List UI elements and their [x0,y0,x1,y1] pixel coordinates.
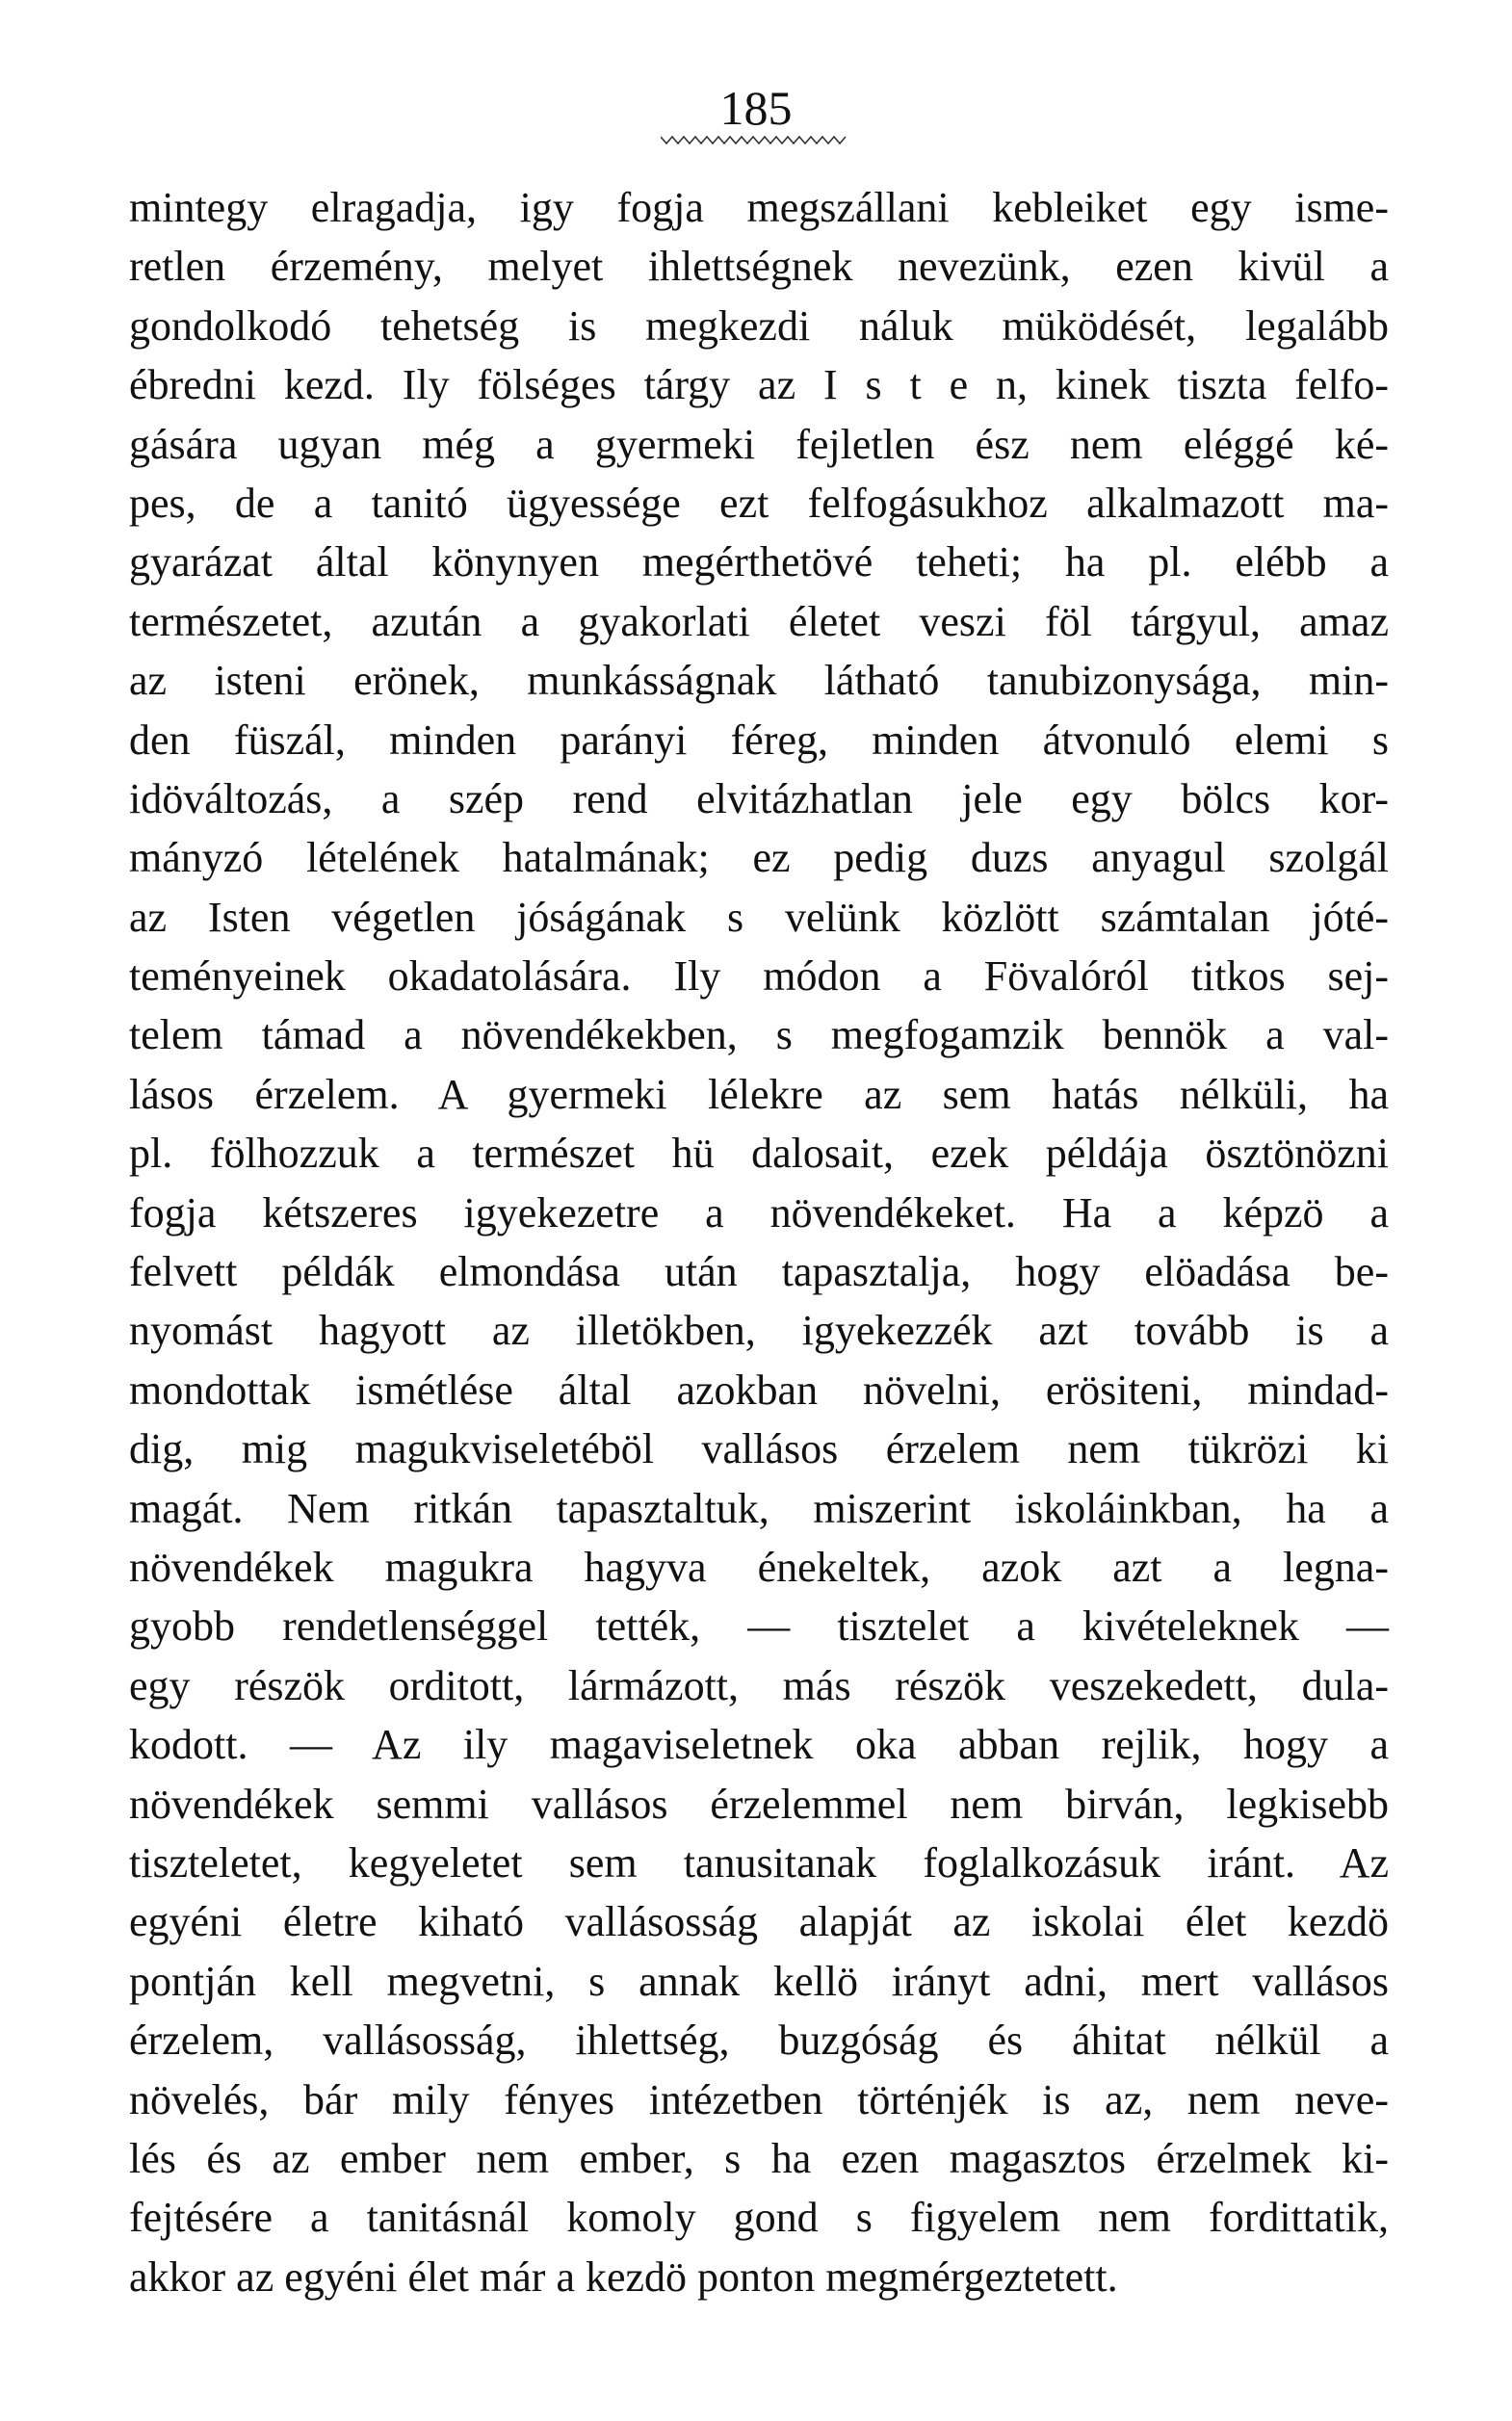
text-line: pes, de a tanitó ügyessége ezt felfogásukhoz alkalmazott ma- [129,479,1389,527]
text-line: fogja kétszeres igyekezetre a növendékeket. Ha a képzö a [129,1188,1389,1237]
text-line: kodott. — Az ily magaviseletnek oka abban rejlik, hogy a [129,1721,1389,1769]
text-line: idöváltozás, a szép rend elvitázhatlan jele egy bölcs kor- [129,774,1389,822]
text-line: retlen érzemény, melyet ihlettségnek nevezünk, ezen kivül a [129,243,1389,291]
text-line: dig, mig magukviseletéböl vallásos érzelem nem tükrözi ki [129,1425,1389,1473]
text-line: teményeinek okadatolására. Ily módon a Fövalóról titkos sej- [129,952,1389,1001]
text-line: felvett példák elmondása után tapasztalja, hogy elöadása be- [129,1248,1389,1296]
text-line: egy részök orditott, lármázott, más részök veszekedett, dula- [129,1661,1389,1709]
text-line: den füszál, minden parányi féreg, minden átvonuló elemi s [129,716,1389,764]
text-line: az Isten végetlen jóságának s velünk közlött számtalan jóté- [129,893,1389,941]
text-line: akkor az egyéni élet már a kezdö ponton megmérgeztetett. [129,2252,1118,2301]
text-line: tiszteletet, kegyeletet sem tanusitanak foglalkozásuk iránt. Az [129,1838,1389,1887]
text-line: egyéni életre kiható vallásosság alapját az iskolai élet kezdö [129,1898,1389,1946]
text-line: lásos érzelem. A gyermeki lélekre az sem hatás nélküli, ha [129,1070,1389,1118]
page-number: 185 [719,81,793,135]
text-line: gyobb rendetlenséggel tették, — tisztelet a kivételeknek — [129,1602,1389,1651]
text-line: természetet, azután a gyakorlati életet veszi föl tárgyul, amaz [129,597,1389,645]
text-line: pl. fölhozzuk a természet hü dalosait, ezek példája ösztönözni [129,1130,1389,1178]
text-line: gására ugyan még a gyermeki fejletlen ész nem eléggé ké- [129,420,1389,468]
text-line: növelés, bár mily fényes intézetben történjék is az, nem neve- [129,2075,1389,2123]
text-line: gyarázat által könynyen megérthetövé teheti; ha pl. elébb a [129,538,1389,586]
text-line: ébredni kezd. Ily fölséges tárgy az I s t e n, kinek tiszta felfo- [129,361,1389,409]
text-line: növendékek magukra hagyva énekeltek, azok azt a legna- [129,1543,1389,1591]
text-line: telem támad a növendékekben, s megfogamzik bennök a val- [129,1011,1389,1059]
text-line: lés és az ember nem ember, s ha ezen magasztos érzelmek ki- [129,2134,1389,2182]
text-line: az isteni erönek, munkásságnak látható tanubizonysága, min- [129,657,1389,705]
text-line: pontján kell megvetni, s annak kellö irányt adni, mert vallásos [129,1957,1389,2005]
text-line: gondolkodó tehetség is megkezdi náluk müködését, legalább [129,301,1389,350]
body-text [129,178,1389,2306]
text-line: mányzó lételének hatalmának; ez pedig duzs anyagul szolgál [129,834,1389,882]
text-line: érzelem, vallásosság, ihlettség, buzgóság és áhitat nélkül a [129,2017,1389,2065]
text-line: mondottak ismétlése által azokban növelni, erösiteni, mindad- [129,1366,1389,1414]
text-line: magát. Nem ritkán tapasztaltuk, miszerint iskoláinkban, ha a [129,1484,1389,1532]
ornamental-wavy-rule [661,133,849,146]
text-line: mintegy elragadja, igy fogja megszállani kebleiket egy isme- [129,184,1389,231]
text-line: növendékek semmi vallásos érzelemmel nem birván, legkisebb [129,1780,1389,1828]
text-line: fejtésére a tanitásnál komoly gond s figyelem nem fordittatik, [129,2194,1389,2242]
text-line: nyomást hagyott az illetökben, igyekezzék azt tovább is a [129,1307,1389,1355]
